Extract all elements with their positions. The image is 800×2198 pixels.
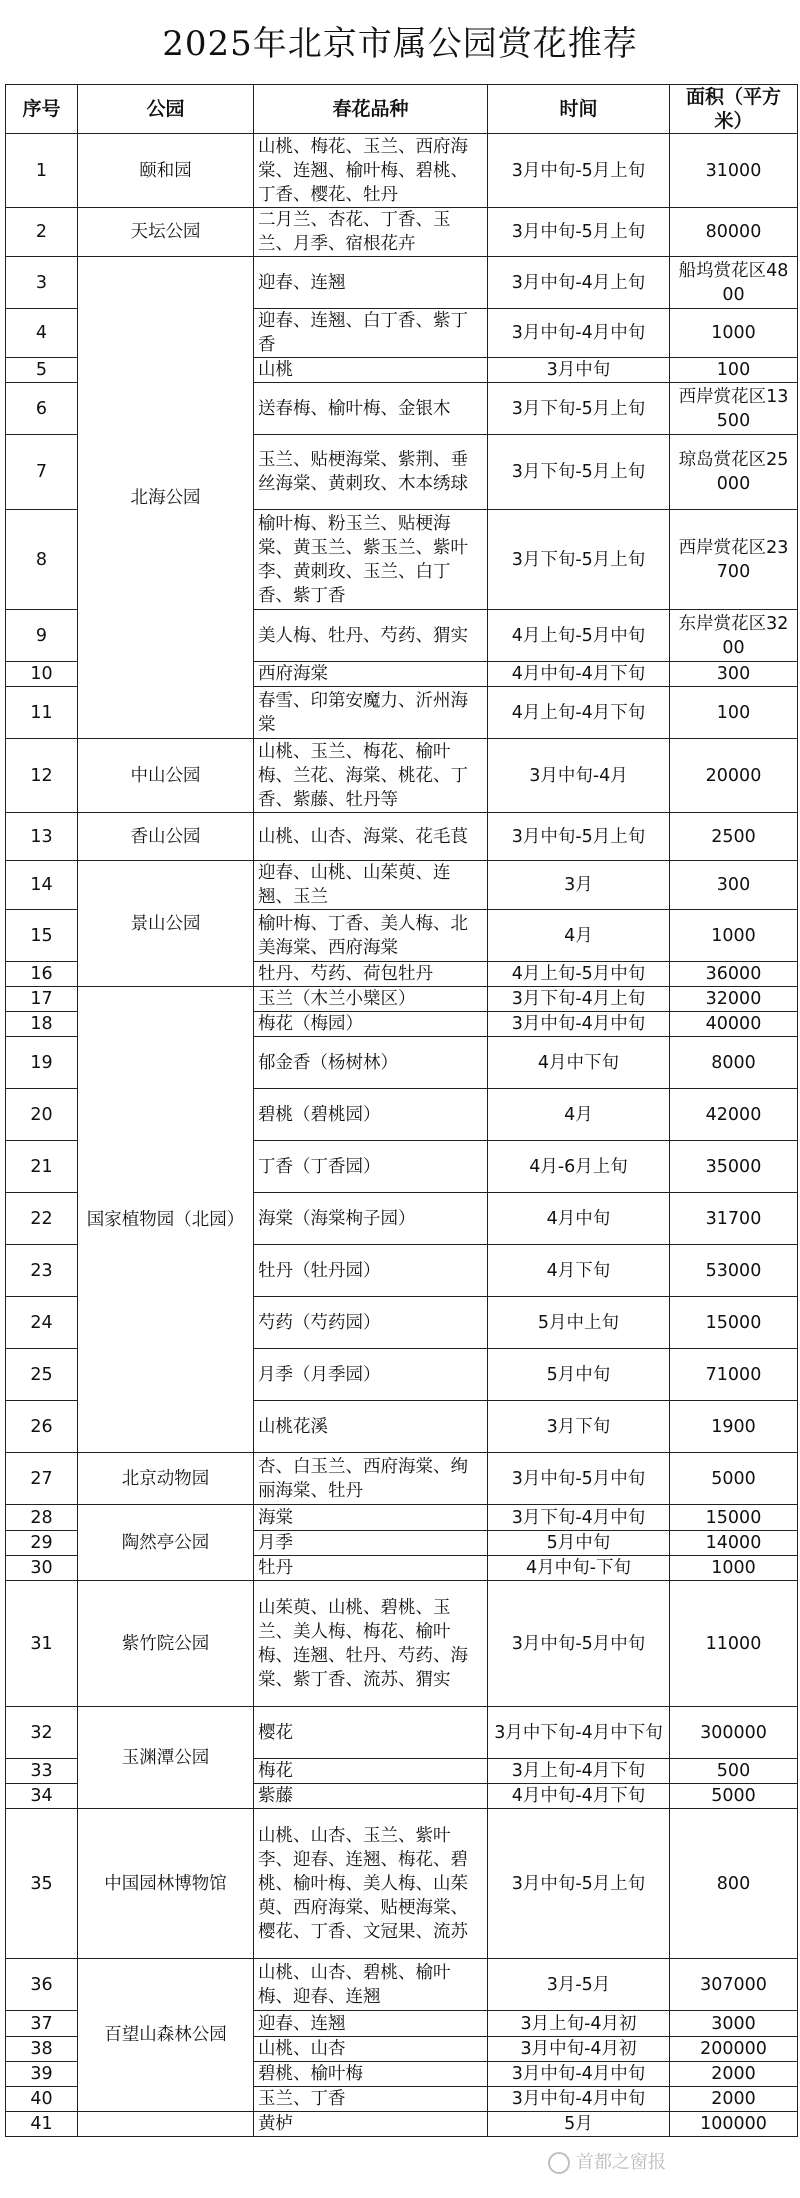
park-name: 紫竹院公园 bbox=[78, 1581, 254, 1707]
bloom-time: 3月中旬-5月上旬 bbox=[488, 1809, 670, 1959]
row-number: 37 bbox=[6, 2011, 78, 2037]
table-row bbox=[6, 987, 798, 1012]
bloom-time: 4月中旬-4月下旬 bbox=[488, 1784, 670, 1809]
table-row bbox=[6, 1707, 798, 1759]
area-value: 西岸赏花区23700 bbox=[670, 510, 798, 610]
header-area: 面积（平方米） bbox=[670, 85, 798, 134]
row-number: 30 bbox=[6, 1556, 78, 1581]
area-value: 300 bbox=[670, 861, 798, 910]
park-name: 中山公园 bbox=[78, 739, 254, 813]
bloom-time: 4月 bbox=[488, 910, 670, 962]
row-number: 38 bbox=[6, 2037, 78, 2062]
flower-varieties: 春雪、印第安魔力、沂州海棠 bbox=[254, 687, 488, 739]
header-time: 时间 bbox=[488, 85, 670, 134]
table-row bbox=[6, 1453, 798, 1505]
bloom-time: 3月中旬-5月上旬 bbox=[488, 134, 670, 208]
row-number: 24 bbox=[6, 1297, 78, 1349]
row-number: 21 bbox=[6, 1141, 78, 1193]
row-number: 15 bbox=[6, 910, 78, 962]
flower-varieties: 榆叶梅、丁香、美人梅、北美海棠、西府海棠 bbox=[254, 910, 488, 962]
area-value: 2000 bbox=[670, 2062, 798, 2087]
flower-varieties: 玉兰、贴梗海棠、紫荆、垂丝海棠、黄刺玫、木本绣球 bbox=[254, 435, 488, 510]
flower-varieties: 山桃、山杏、海棠、花毛茛 bbox=[254, 813, 488, 861]
flower-varieties: 玉兰（木兰小檗区） bbox=[254, 987, 488, 1012]
row-number: 4 bbox=[6, 309, 78, 358]
area-value: 32000 bbox=[670, 987, 798, 1012]
header-row bbox=[6, 85, 798, 134]
park-name: 景山公园 bbox=[78, 861, 254, 987]
bloom-time: 3月中旬-4月中旬 bbox=[488, 1012, 670, 1037]
flower-varieties: 月季（月季园） bbox=[254, 1349, 488, 1401]
bloom-time: 4月上旬-4月下旬 bbox=[488, 687, 670, 739]
area-value: 14000 bbox=[670, 1531, 798, 1556]
area-value: 8000 bbox=[670, 1037, 798, 1089]
bloom-time: 3月中旬 bbox=[488, 358, 670, 383]
row-number: 39 bbox=[6, 2062, 78, 2087]
flower-varieties: 梅花（梅园） bbox=[254, 1012, 488, 1037]
row-number: 6 bbox=[6, 383, 78, 435]
page-title: 2025年北京市属公园赏花推荐 bbox=[162, 24, 638, 64]
row-number: 28 bbox=[6, 1505, 78, 1531]
area-value: 2500 bbox=[670, 813, 798, 861]
flower-varieties: 迎春、山桃、山茱萸、连翘、玉兰 bbox=[254, 861, 488, 910]
bloom-time: 5月中上旬 bbox=[488, 1297, 670, 1349]
flower-varieties: 郁金香（杨树林） bbox=[254, 1037, 488, 1089]
flower-varieties: 海棠（海棠栒子园） bbox=[254, 1193, 488, 1245]
bloom-time: 4月上旬-5月中旬 bbox=[488, 610, 670, 662]
bloom-time: 3月中下旬-4月中下旬 bbox=[488, 1707, 670, 1759]
bloom-time: 3月下旬-5月上旬 bbox=[488, 510, 670, 610]
table-row bbox=[6, 739, 798, 813]
flower-varieties: 榆叶梅、粉玉兰、贴梗海棠、黄玉兰、紫玉兰、紫叶李、黄刺玫、玉兰、白丁香、紫丁香 bbox=[254, 510, 488, 610]
row-number: 34 bbox=[6, 1784, 78, 1809]
row-number: 19 bbox=[6, 1037, 78, 1089]
bloom-time: 3月上旬-4月下旬 bbox=[488, 1759, 670, 1784]
row-number: 40 bbox=[6, 2087, 78, 2112]
area-value: 5000 bbox=[670, 1453, 798, 1505]
bloom-time: 3月中旬-5月上旬 bbox=[488, 813, 670, 861]
flower-varieties: 黄栌 bbox=[254, 2112, 488, 2137]
flower-varieties: 山桃、山杏 bbox=[254, 2037, 488, 2062]
row-number: 25 bbox=[6, 1349, 78, 1401]
table-row bbox=[6, 861, 798, 910]
park-name: 国家植物园（北园） bbox=[78, 987, 254, 1453]
bloom-time: 3月中旬-5月中旬 bbox=[488, 1453, 670, 1505]
bloom-time: 5月 bbox=[488, 2112, 670, 2137]
area-value: 40000 bbox=[670, 1012, 798, 1037]
row-number: 33 bbox=[6, 1759, 78, 1784]
area-value: 20000 bbox=[670, 739, 798, 813]
area-value: 3000 bbox=[670, 2011, 798, 2037]
flower-varieties: 迎春、连翘、白丁香、紫丁香 bbox=[254, 309, 488, 358]
row-number: 20 bbox=[6, 1089, 78, 1141]
flower-varieties: 迎春、连翘 bbox=[254, 257, 488, 309]
bloom-time: 4月-6月上旬 bbox=[488, 1141, 670, 1193]
flower-varieties: 山桃、玉兰、梅花、榆叶梅、兰花、海棠、桃花、丁香、紫藤、牡丹等 bbox=[254, 739, 488, 813]
bloom-time: 3月下旬-5月上旬 bbox=[488, 383, 670, 435]
table-row bbox=[6, 134, 798, 208]
area-value: 35000 bbox=[670, 1141, 798, 1193]
row-number: 22 bbox=[6, 1193, 78, 1245]
bloom-time: 3月下旬 bbox=[488, 1401, 670, 1453]
bloom-time: 3月中旬-4月上旬 bbox=[488, 257, 670, 309]
flower-varieties: 樱花 bbox=[254, 1707, 488, 1759]
bloom-time: 3月 bbox=[488, 861, 670, 910]
bloom-time: 4月中下旬 bbox=[488, 1037, 670, 1089]
park-name: 天坛公园 bbox=[78, 208, 254, 257]
flower-varieties: 海棠 bbox=[254, 1505, 488, 1531]
bloom-time: 3月-5月 bbox=[488, 1959, 670, 2011]
flower-varieties: 西府海棠 bbox=[254, 662, 488, 687]
area-value: 11000 bbox=[670, 1581, 798, 1707]
area-value: 100 bbox=[670, 687, 798, 739]
row-number: 13 bbox=[6, 813, 78, 861]
bloom-time: 3月中旬-5月中旬 bbox=[488, 1581, 670, 1707]
area-value: 15000 bbox=[670, 1297, 798, 1349]
bloom-time: 3月中旬-4月 bbox=[488, 739, 670, 813]
park-name: 颐和园 bbox=[78, 134, 254, 208]
area-value: 300000 bbox=[670, 1707, 798, 1759]
park-name: 北海公园 bbox=[78, 257, 254, 739]
bloom-time: 4月中旬-4月下旬 bbox=[488, 662, 670, 687]
watermark-text: 首都之窗报 bbox=[576, 2152, 666, 2173]
area-value: 船坞赏花区4800 bbox=[670, 257, 798, 309]
park-name: 陶然亭公园 bbox=[78, 1505, 254, 1581]
flower-varieties: 美人梅、牡丹、芍药、猬实 bbox=[254, 610, 488, 662]
row-number: 36 bbox=[6, 1959, 78, 2011]
area-value: 1000 bbox=[670, 910, 798, 962]
bloom-time: 4月下旬 bbox=[488, 1245, 670, 1297]
area-value: 西岸赏花区13500 bbox=[670, 383, 798, 435]
area-value: 800 bbox=[670, 1809, 798, 1959]
row-number: 17 bbox=[6, 987, 78, 1012]
row-number: 8 bbox=[6, 510, 78, 610]
flower-varieties: 杏、白玉兰、西府海棠、绚丽海棠、牡丹 bbox=[254, 1453, 488, 1505]
header-flowers: 春花品种 bbox=[254, 85, 488, 134]
row-number: 32 bbox=[6, 1707, 78, 1759]
row-number: 12 bbox=[6, 739, 78, 813]
flower-varieties: 玉兰、丁香 bbox=[254, 2087, 488, 2112]
bloom-time: 3月中旬-4月中旬 bbox=[488, 309, 670, 358]
header-no: 序号 bbox=[6, 85, 78, 134]
flower-varieties: 山桃、梅花、玉兰、西府海棠、连翘、榆叶梅、碧桃、丁香、樱花、牡丹 bbox=[254, 134, 488, 208]
area-value: 1000 bbox=[670, 309, 798, 358]
park-name: 北京动物园 bbox=[78, 1453, 254, 1505]
park-name: 玉渊潭公园 bbox=[78, 1707, 254, 1809]
area-value: 31700 bbox=[670, 1193, 798, 1245]
flower-varieties: 芍药（芍药园） bbox=[254, 1297, 488, 1349]
bloom-time: 4月中旬-下旬 bbox=[488, 1556, 670, 1581]
bloom-time: 4月 bbox=[488, 1089, 670, 1141]
bloom-time: 3月下旬-5月上旬 bbox=[488, 435, 670, 510]
row-number: 3 bbox=[6, 257, 78, 309]
row-number: 23 bbox=[6, 1245, 78, 1297]
table-row bbox=[6, 2112, 798, 2137]
row-number: 11 bbox=[6, 687, 78, 739]
bloom-time: 3月中旬-4月中旬 bbox=[488, 2062, 670, 2087]
flower-varieties: 迎春、连翘 bbox=[254, 2011, 488, 2037]
flower-varieties: 牡丹 bbox=[254, 1556, 488, 1581]
bloom-time: 3月下旬-4月上旬 bbox=[488, 987, 670, 1012]
row-number: 14 bbox=[6, 861, 78, 910]
row-number: 27 bbox=[6, 1453, 78, 1505]
row-number: 10 bbox=[6, 662, 78, 687]
bloom-time: 3月中旬-4月中旬 bbox=[488, 2087, 670, 2112]
area-value: 1900 bbox=[670, 1401, 798, 1453]
row-number: 26 bbox=[6, 1401, 78, 1453]
flower-table bbox=[5, 84, 798, 2137]
area-value: 琼岛赏花区25000 bbox=[670, 435, 798, 510]
bloom-time: 3月中旬-4月初 bbox=[488, 2037, 670, 2062]
park-name bbox=[78, 2112, 254, 2137]
table-row bbox=[6, 257, 798, 309]
area-value: 500 bbox=[670, 1759, 798, 1784]
watermark bbox=[548, 2148, 666, 2174]
area-value: 36000 bbox=[670, 962, 798, 987]
row-number: 2 bbox=[6, 208, 78, 257]
bloom-time: 5月中旬 bbox=[488, 1349, 670, 1401]
table-row bbox=[6, 1505, 798, 1531]
bloom-time: 4月上旬-5月中旬 bbox=[488, 962, 670, 987]
flower-varieties: 碧桃、榆叶梅 bbox=[254, 2062, 488, 2087]
flower-varieties: 牡丹（牡丹园） bbox=[254, 1245, 488, 1297]
area-value: 300 bbox=[670, 662, 798, 687]
bloom-time: 3月上旬-4月初 bbox=[488, 2011, 670, 2037]
row-number: 29 bbox=[6, 1531, 78, 1556]
flower-varieties: 山桃、山杏、碧桃、榆叶梅、迎春、连翘 bbox=[254, 1959, 488, 2011]
bloom-time: 3月中旬-5月上旬 bbox=[488, 208, 670, 257]
flower-varieties: 紫藤 bbox=[254, 1784, 488, 1809]
area-value: 东岸赏花区3200 bbox=[670, 610, 798, 662]
park-name: 中国园林博物馆 bbox=[78, 1809, 254, 1959]
row-number: 41 bbox=[6, 2112, 78, 2137]
table-row bbox=[6, 813, 798, 861]
area-value: 15000 bbox=[670, 1505, 798, 1531]
table-row bbox=[6, 1809, 798, 1959]
area-value: 80000 bbox=[670, 208, 798, 257]
row-number: 7 bbox=[6, 435, 78, 510]
area-value: 5000 bbox=[670, 1784, 798, 1809]
area-value: 100000 bbox=[670, 2112, 798, 2137]
area-value: 200000 bbox=[670, 2037, 798, 2062]
park-name: 百望山森林公园 bbox=[78, 1959, 254, 2112]
flower-varieties: 月季 bbox=[254, 1531, 488, 1556]
park-name: 香山公园 bbox=[78, 813, 254, 861]
flower-varieties: 山桃 bbox=[254, 358, 488, 383]
row-number: 35 bbox=[6, 1809, 78, 1959]
flower-varieties: 送春梅、榆叶梅、金银木 bbox=[254, 383, 488, 435]
bloom-time: 4月中旬 bbox=[488, 1193, 670, 1245]
row-number: 5 bbox=[6, 358, 78, 383]
area-value: 100 bbox=[670, 358, 798, 383]
area-value: 53000 bbox=[670, 1245, 798, 1297]
bloom-time: 3月下旬-4月中旬 bbox=[488, 1505, 670, 1531]
row-number: 18 bbox=[6, 1012, 78, 1037]
area-value: 1000 bbox=[670, 1556, 798, 1581]
area-value: 42000 bbox=[670, 1089, 798, 1141]
row-number: 1 bbox=[6, 134, 78, 208]
row-number: 9 bbox=[6, 610, 78, 662]
header-park: 公园 bbox=[78, 85, 254, 134]
flower-varieties: 山桃、山杏、玉兰、紫叶李、迎春、连翘、梅花、碧桃、榆叶梅、美人梅、山茱萸、西府海棠、贴梗海棠、樱花、丁香、文冠果、流苏 bbox=[254, 1809, 488, 1959]
area-value: 2000 bbox=[670, 2087, 798, 2112]
area-value: 307000 bbox=[670, 1959, 798, 2011]
table-row bbox=[6, 1959, 798, 2011]
row-number: 16 bbox=[6, 962, 78, 987]
area-value: 71000 bbox=[670, 1349, 798, 1401]
row-number: 31 bbox=[6, 1581, 78, 1707]
flower-varieties: 山茱萸、山桃、碧桃、玉兰、美人梅、梅花、榆叶梅、连翘、牡丹、芍药、海棠、紫丁香、流苏、猬实 bbox=[254, 1581, 488, 1707]
area-value: 31000 bbox=[670, 134, 798, 208]
flower-varieties: 牡丹、芍药、荷包牡丹 bbox=[254, 962, 488, 987]
bloom-time: 5月中旬 bbox=[488, 1531, 670, 1556]
table-row bbox=[6, 208, 798, 257]
flower-varieties: 二月兰、杏花、丁香、玉兰、月季、宿根花卉 bbox=[254, 208, 488, 257]
flower-varieties: 丁香（丁香园） bbox=[254, 1141, 488, 1193]
flower-varieties: 梅花 bbox=[254, 1759, 488, 1784]
camera-icon bbox=[548, 2152, 570, 2174]
flower-varieties: 碧桃（碧桃园） bbox=[254, 1089, 488, 1141]
flower-varieties: 山桃花溪 bbox=[254, 1401, 488, 1453]
table-row bbox=[6, 1581, 798, 1707]
